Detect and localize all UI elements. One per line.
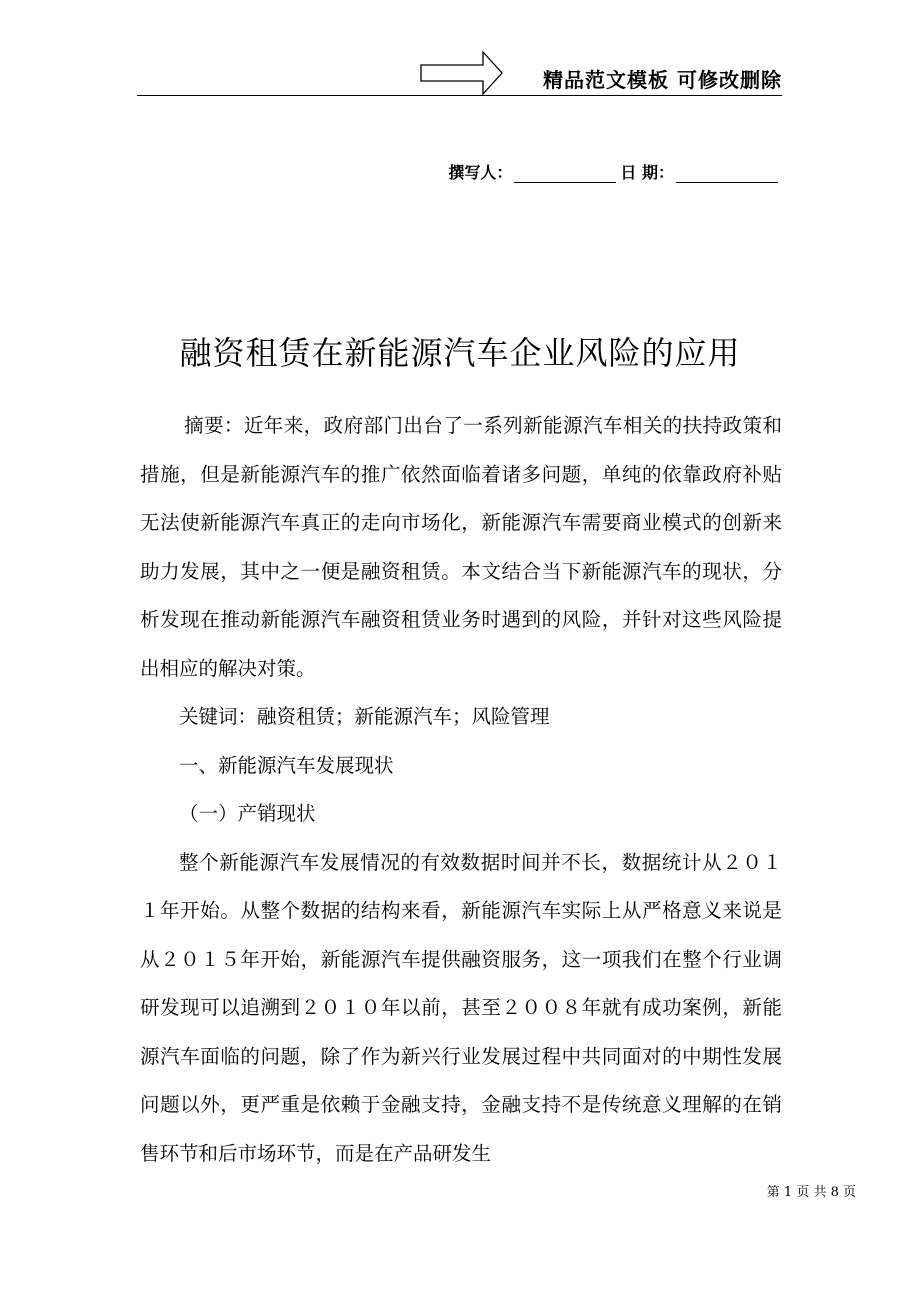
document-body <box>140 402 782 1178</box>
date-blank <box>676 164 778 183</box>
header-tag: 精品范文模板 可修改删除 <box>543 68 782 92</box>
section-heading: 一、新能源汽车发展现状 <box>179 753 394 777</box>
arrow-icon <box>420 50 504 96</box>
document-title: 融资租赁在新能源汽车企业风险的应用 <box>179 334 741 372</box>
date-label: 日 期： <box>620 163 674 182</box>
subsection-heading: （一）产销现状 <box>179 802 316 825</box>
keywords-line: 关键词：融资租赁；新能源汽车；风险管理 <box>179 705 550 728</box>
page-footer: 第 1 页 共 8 页 <box>766 1185 856 1200</box>
author-label: 撰写人： <box>448 163 513 182</box>
body-paragraph: 整个新能源汽车发展情况的有效数据时间并不长，数据统计从２０１１年开始。从整个数据的结构来看，新能源汽车实际上从严格意义来说是从２０１５年开始，新能源汽车提供融资服务，这一项我们在整个行业调研发现可以追溯到２０１０年以前，甚至２００８年就有成功案例，新能源汽车面临的问题，除了作为新兴行业发展过程中共同面对的中期性发展问题以外，更严重是依赖于金融支持，金融支持不是传统意义理解的在销售环节和后市场环节，而是在产品研发生 <box>140 850 782 1165</box>
author-blank <box>514 164 616 183</box>
header-rule <box>137 95 782 96</box>
abstract-paragraph: 摘要：近年来，政府部门出台了一系列新能源汽车相关的扶持政策和措施，但是新能源汽车的推广依然面临着诸多问题，单纯的依靠政府补贴无法使新能源汽车真正的走向市场化，新能源汽车需要商业模式的创新来助力发展，其中之一便是融资租赁。本文结合当下新能源汽车的现状，分析发现在推动新能源汽车融资租赁业务时遇到的风险，并针对这些风险提出相应的解决对策。 <box>140 414 782 680</box>
meta-line <box>448 160 782 183</box>
